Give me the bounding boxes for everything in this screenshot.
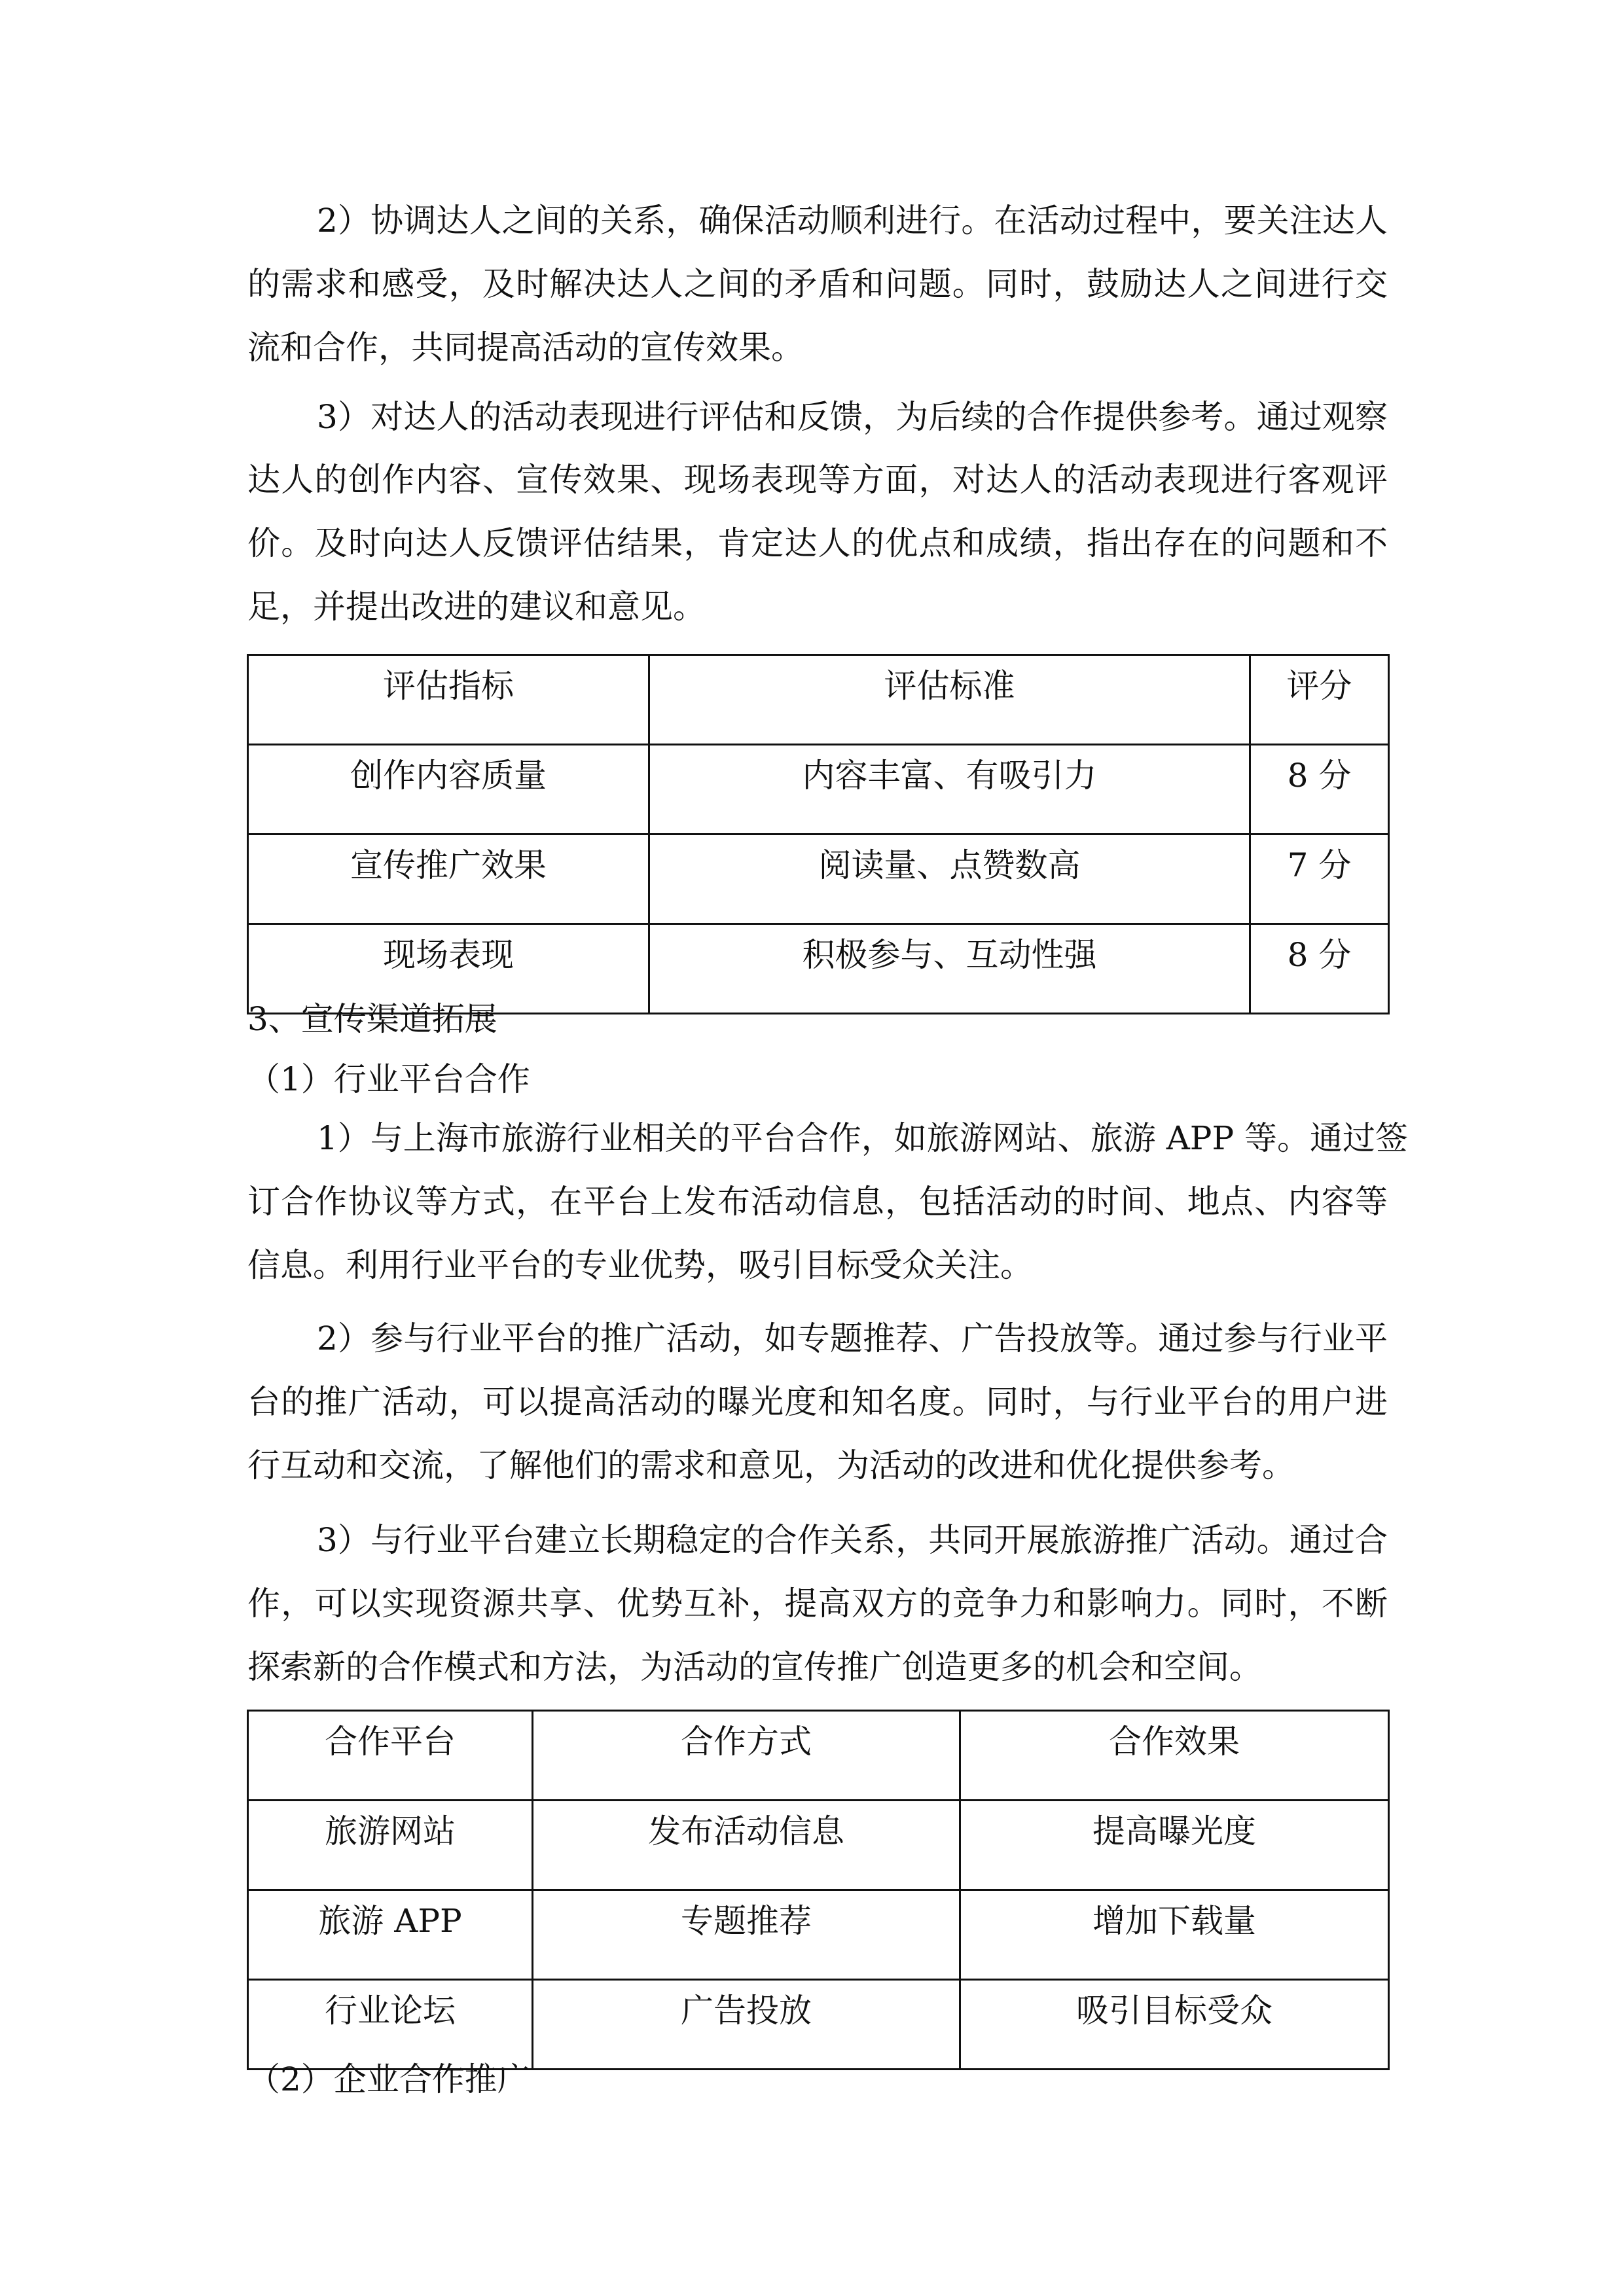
table-cell: 增加下载量 — [960, 1890, 1389, 1980]
table-cell: 提高曝光度 — [960, 1801, 1389, 1890]
paragraph-line: 1）与上海市旅游行业相关的平台合作，如旅游网站、旅游 APP 等。通过签 — [317, 1119, 1408, 1157]
table-header-cell: 评分 — [1250, 655, 1389, 745]
table-cell: 旅游 APP — [248, 1890, 533, 1980]
paragraph-line: 达人的创作内容、宣传效果、现场表现等方面，对达人的活动表现进行客观评 — [247, 461, 1388, 499]
table-cell: 现场表现 — [248, 924, 649, 1014]
table-cell: 宣传推广效果 — [248, 834, 649, 924]
paragraph-line: 2）协调达人之间的关系，确保活动顺利进行。在活动过程中，要关注达人 — [317, 202, 1388, 240]
table-cell: 7 分 — [1250, 834, 1389, 924]
table-row — [248, 745, 1389, 834]
table-header-row — [248, 655, 1389, 745]
table-cell: 吸引目标受众 — [960, 1980, 1389, 2070]
table-cell: 旅游网站 — [248, 1801, 533, 1890]
table-cell: 行业论坛 — [248, 1980, 533, 2070]
paragraph-line: 3）与行业平台建立长期稳定的合作关系，共同开展旅游推广活动。通过合 — [317, 1521, 1388, 1559]
table-cell: 创作内容质量 — [248, 745, 649, 834]
table-cell: 内容丰富、有吸引力 — [649, 745, 1250, 834]
table-cell: 8 分 — [1250, 745, 1389, 834]
table-row — [248, 1980, 1389, 2070]
table-cell: 阅读量、点赞数高 — [649, 834, 1250, 924]
subheading-industry-platform: （1）行业平台合作 — [247, 1060, 530, 1098]
evaluation-table — [247, 654, 1390, 1014]
table-header-row — [248, 1711, 1389, 1801]
table-row — [248, 1890, 1389, 1980]
table-header-cell: 评估指标 — [248, 655, 649, 745]
table-cell: 广告投放 — [533, 1980, 960, 2070]
paragraph-line: 的需求和感受，及时解决达人之间的矛盾和问题。同时，鼓励达人之间进行交 — [247, 265, 1388, 303]
table-cell: 专题推荐 — [533, 1890, 960, 1980]
table-header-cell: 合作方式 — [533, 1711, 960, 1801]
paragraph-line: 台的推广活动，可以提高活动的曝光度和知名度。同时，与行业平台的用户进 — [247, 1383, 1388, 1421]
paragraph-line: 行互动和交流，了解他们的需求和意见，为活动的改进和优化提供参考。 — [247, 1446, 1295, 1484]
paragraph-line: 作，可以实现资源共享、优势互补，提高双方的竞争力和影响力。同时，不断 — [247, 1585, 1388, 1623]
subheading-enterprise-cooperation: （2）企业合作推广 — [247, 2060, 530, 2098]
table-cell: 发布活动信息 — [533, 1801, 960, 1890]
paragraph-line: 足，并提出改进的建议和意见。 — [247, 588, 706, 626]
paragraph-line: 2）参与行业平台的推广活动，如专题推荐、广告投放等。通过参与行业平 — [317, 1319, 1388, 1357]
paragraph-line: 流和合作，共同提高活动的宣传效果。 — [247, 329, 804, 367]
table-cell: 8 分 — [1250, 924, 1389, 1014]
paragraph-line: 3）对达人的活动表现进行评估和反馈，为后续的合作提供参考。通过观察 — [317, 398, 1388, 436]
paragraph-line: 探索新的合作模式和方法，为活动的宣传推广创造更多的机会和空间。 — [247, 1648, 1262, 1686]
table-row — [248, 1801, 1389, 1890]
cooperation-table — [247, 1710, 1390, 2070]
paragraph-line: 信息。利用行业平台的专业优势，吸引目标受众关注。 — [247, 1246, 1033, 1284]
table-row — [248, 834, 1389, 924]
table-header-cell: 合作平台 — [248, 1711, 533, 1801]
table-header-cell: 合作效果 — [960, 1711, 1389, 1801]
paragraph-line: 价。及时向达人反馈评估结果，肯定达人的优点和成绩，指出存在的问题和不 — [247, 524, 1388, 562]
table-header-cell: 评估标准 — [649, 655, 1250, 745]
paragraph-line: 订合作协议等方式，在平台上发布活动信息，包括活动的时间、地点、内容等 — [247, 1183, 1388, 1221]
section-heading: 3、宣传渠道拓展 — [247, 1000, 497, 1038]
table-cell: 积极参与、互动性强 — [649, 924, 1250, 1014]
